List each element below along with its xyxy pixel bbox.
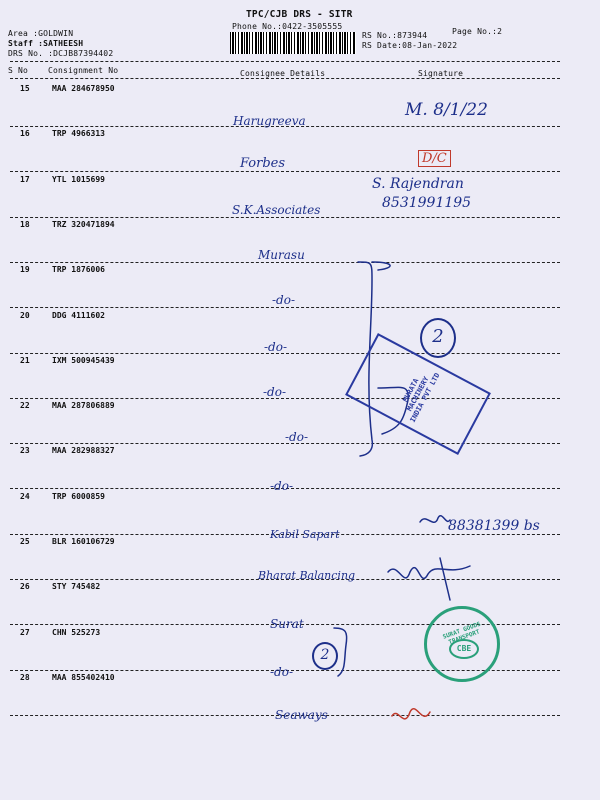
document-title: TPC/CJB DRS - SITR [246, 9, 353, 20]
handwritten-consignee: Seaways [275, 708, 328, 722]
signature-scribble [392, 709, 430, 719]
row-consignment-no: TRP 1876006 [52, 265, 105, 275]
round-stamp-center: CBE [449, 639, 479, 659]
handwritten-consignee: Surat [270, 617, 304, 631]
row-consignment-no: MAA 282988327 [52, 446, 115, 456]
row-consignment-no: MAA 287806889 [52, 401, 115, 411]
row-consignment-no: YTL 1015699 [52, 174, 105, 184]
column-consignee: Consignee Details [240, 69, 326, 78]
handwritten-ditto: -do- [285, 430, 309, 444]
drs-number: DRS No. :DCJB87394402 [8, 49, 114, 58]
row-consignment-no: TRP 4966313 [52, 129, 105, 139]
handwritten-ditto: -do- [264, 340, 288, 354]
row-sno: 28 [20, 672, 30, 682]
handwritten-signature: M. 8/1/22 [405, 100, 488, 120]
row-sno: 18 [20, 219, 30, 229]
handwritten-consignee: Bharat Balancing [258, 569, 356, 582]
rs-number: RS No.:873944 [362, 31, 428, 40]
row-sno: 27 [20, 627, 30, 637]
row-sno: 20 [20, 310, 30, 320]
column-sno: S No [8, 66, 29, 75]
row-sno: 25 [20, 537, 30, 546]
row-consignment-no: MAA 284678950 [52, 84, 115, 93]
phone-number: Phone No.:0422-3505555 [232, 22, 343, 31]
signature-scribble [388, 558, 470, 600]
staff-field: Staff :SATHEESH [8, 39, 84, 48]
handwritten-ditto: -do- [270, 665, 294, 679]
rs-date: RS Date:08-Jan-2022 [362, 41, 458, 50]
column-consignment: Consignment No [48, 66, 119, 75]
column-signature: Signature [418, 69, 464, 78]
row-sno: 26 [20, 582, 30, 592]
handwritten-ditto: -do- [270, 479, 294, 493]
handwritten-signature: D/C [418, 150, 451, 167]
brace-scribble [372, 262, 390, 270]
row-consignment-no: IXM 500945439 [52, 355, 115, 365]
handwritten-consignee: S.K.Associates [232, 203, 321, 217]
handwritten-ditto: -do- [263, 385, 287, 399]
row-consignment-no: TRP 6000859 [52, 491, 105, 501]
row-consignment-no: DDG 4111602 [52, 310, 105, 320]
row-sno: 16 [20, 129, 30, 139]
handwritten-phone: 88381399 bs [448, 518, 540, 534]
handwritten-signature: S. Rajendran [372, 176, 464, 192]
transport-stamp [424, 606, 500, 682]
handwritten-consignee: Forbes [240, 156, 286, 171]
page-number: Page No.:2 [452, 27, 503, 36]
area-field: Area :GOLDWIN [8, 29, 74, 38]
handwritten-phone: 8531991195 [382, 195, 472, 211]
handwritten-consignee: Murasu [258, 248, 305, 262]
row-sno: 19 [20, 265, 30, 275]
row-consignment-no: CHN 525273 [52, 627, 101, 637]
round-stamp-text: SURAT GOODS TRANSPORT [441, 620, 482, 647]
row-consignment-no: STY 745482 [52, 582, 101, 592]
handwritten-consignee: Harugreeva [233, 114, 306, 128]
row-consignment-no: TRZ 320471894 [52, 219, 115, 229]
row-sno: 24 [20, 491, 30, 501]
company-stamp: MURATA MACHINERY INDIA PVT LTD [345, 333, 491, 455]
brace-scribble [334, 628, 347, 676]
circled-mark: 2 [420, 318, 456, 358]
handwritten-consignee: Kabil Sapart [270, 528, 340, 541]
row-sno: 15 [20, 84, 30, 93]
row-sno: 23 [20, 446, 30, 456]
circled-mark: 2 [312, 642, 338, 670]
row-sno: 21 [20, 355, 30, 365]
signature-scribble [420, 516, 450, 523]
row-consignment-no: BLR 160106729 [52, 537, 115, 546]
row-consignment-no: MAA 855402410 [52, 672, 115, 682]
handwritten-ditto: -do- [272, 293, 296, 307]
row-sno: 17 [20, 174, 30, 184]
row-sno: 22 [20, 401, 30, 411]
